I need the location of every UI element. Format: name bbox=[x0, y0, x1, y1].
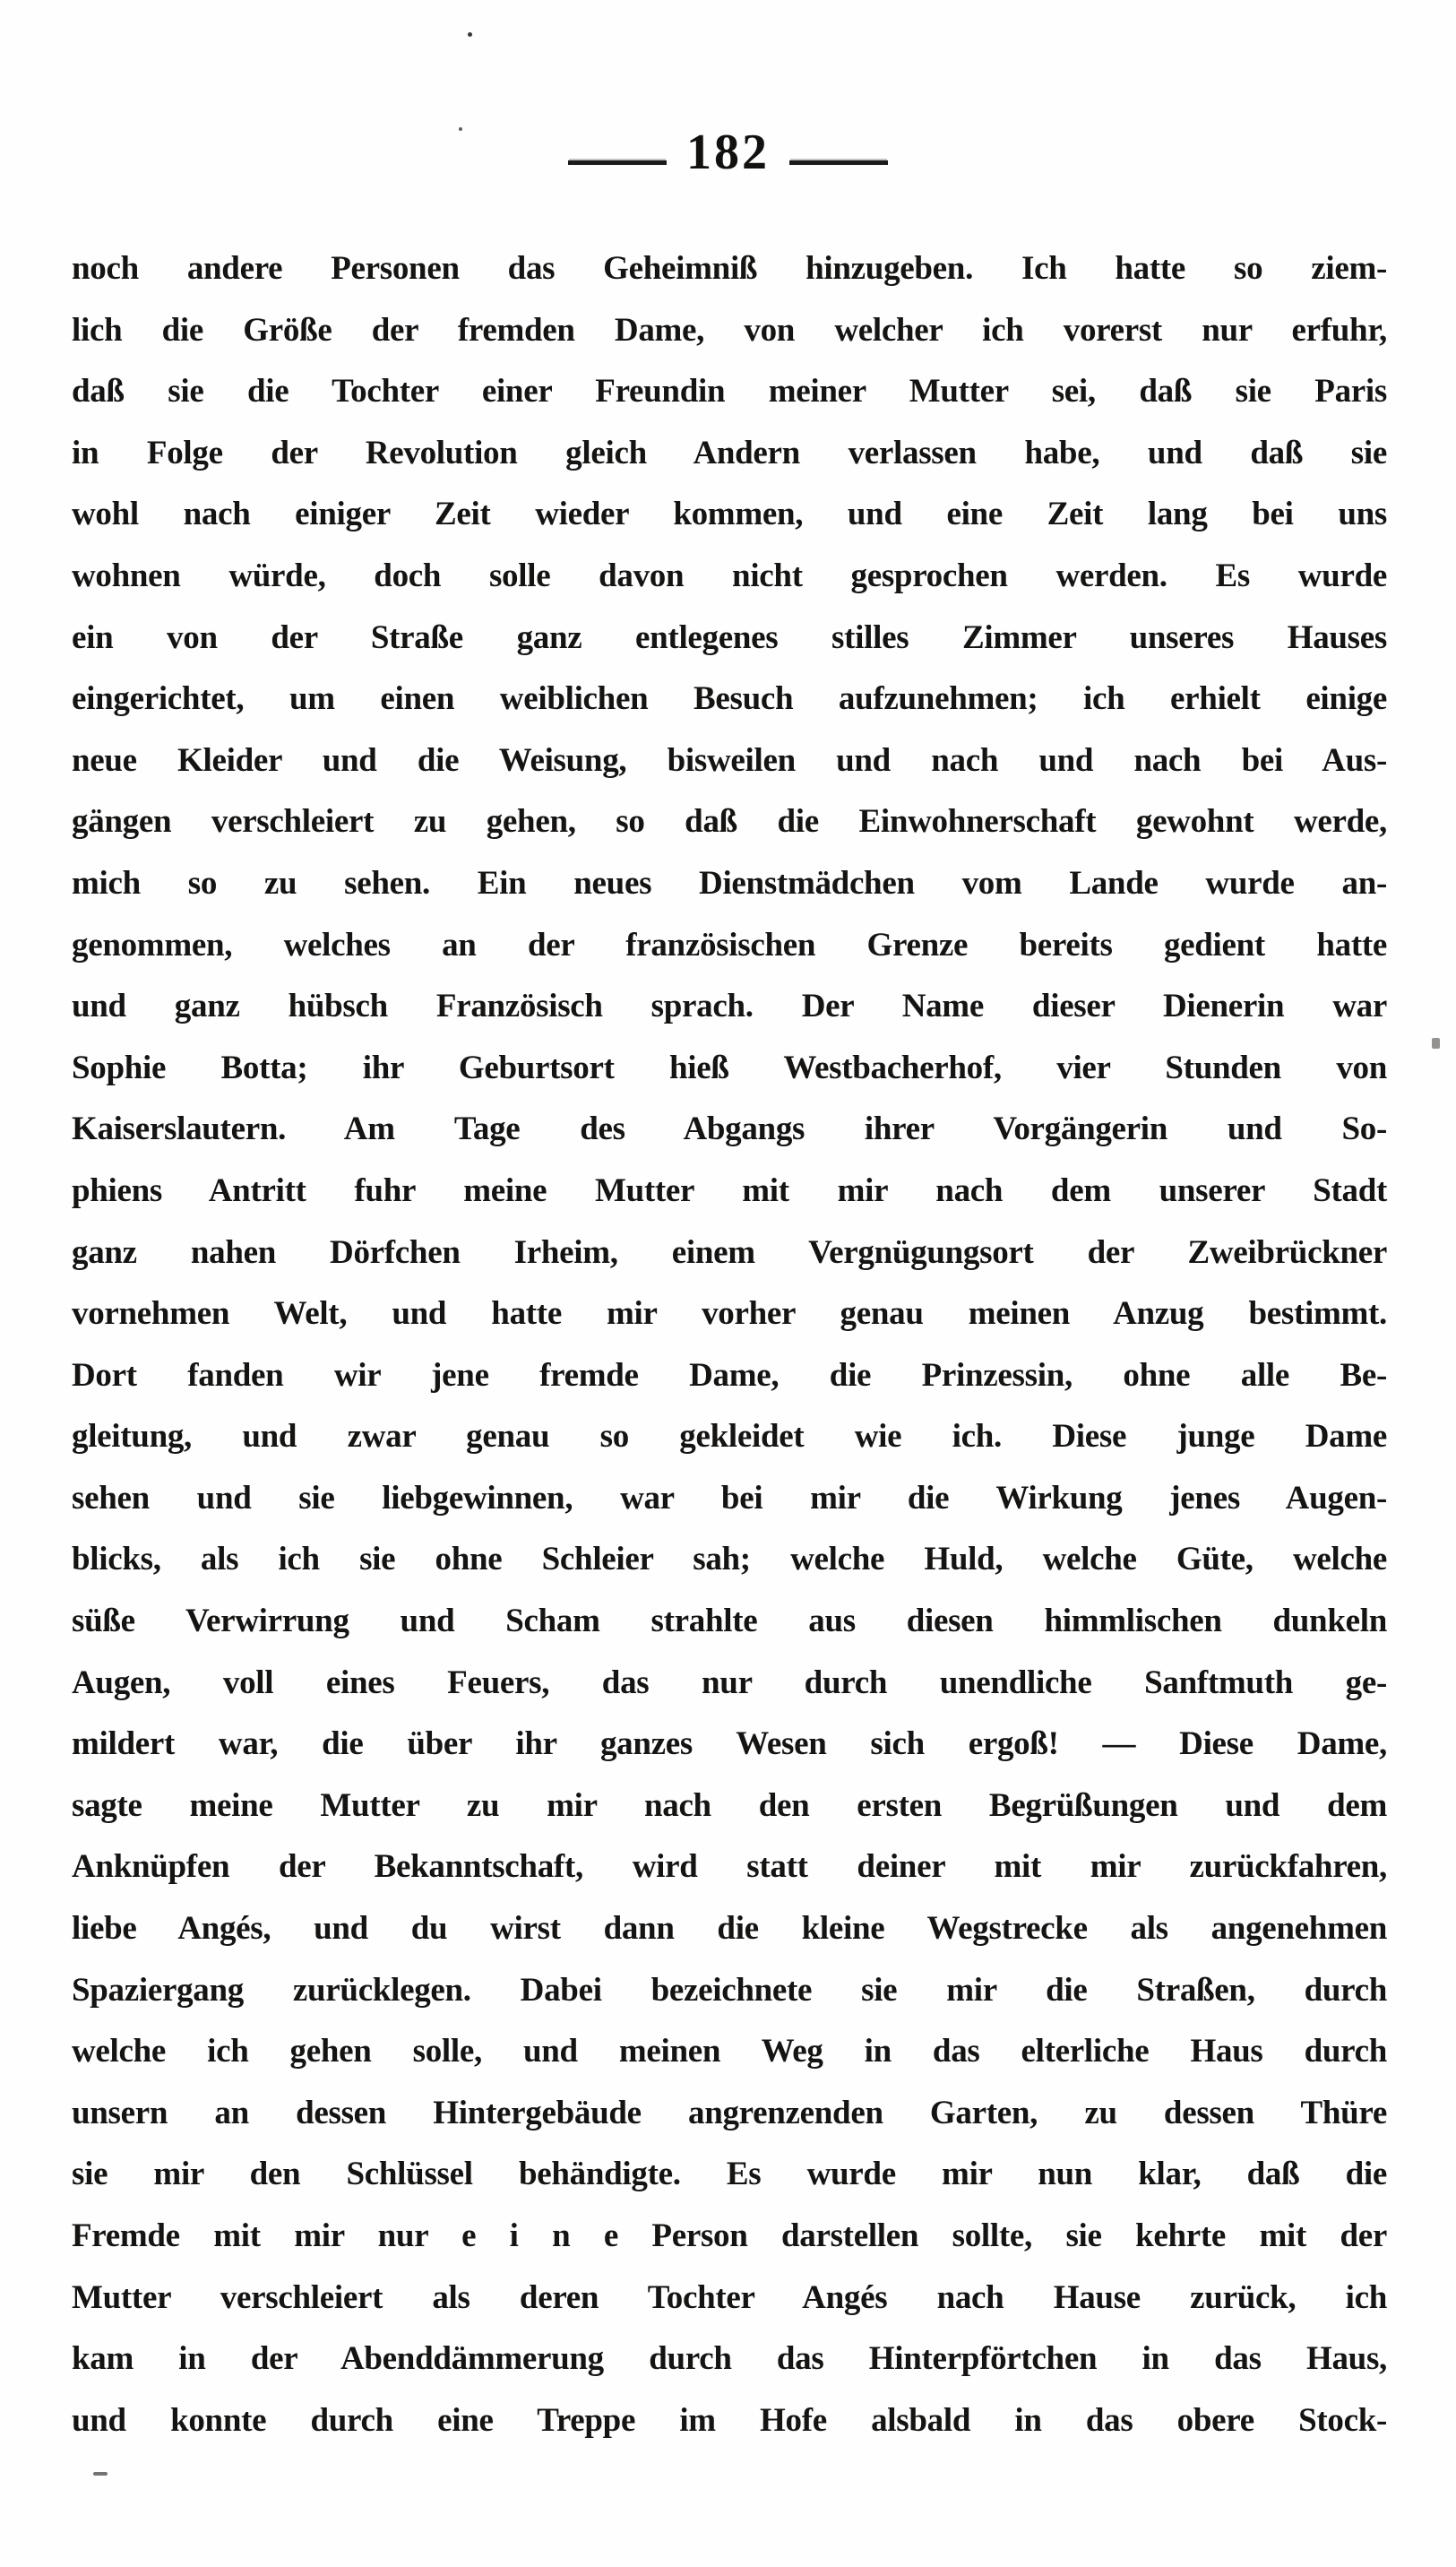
text-line: und ganz hübsch Französisch sprach. Der Name dieser Dienerin war bbox=[72, 988, 1387, 1025]
text-line: Kaiserslautern. Am Tage des Abgangs ihrer Vorgängerin und So- bbox=[72, 1111, 1387, 1148]
text-line: sagte meine Mutter zu mir nach den ersten Begrüßungen und dem bbox=[72, 1786, 1387, 1824]
text-line: welche ich gehen solle, und meinen Weg in das elterliche Haus durch bbox=[72, 2033, 1387, 2070]
header-rule-right bbox=[789, 160, 888, 165]
text-line: kam in der Abenddämmerung durch das Hinterpförtchen in das Haus, bbox=[72, 2340, 1387, 2378]
body-text-block bbox=[72, 238, 1387, 2451]
text-line: sie mir den Schlüssel behändigte. Es wurde mir nun klar, daß die bbox=[72, 2156, 1387, 2193]
text-line: sehen und sie liebgewinnen, war bei mir die Wirkung jenes Augen- bbox=[72, 1479, 1387, 1517]
text-line: liebe Angés, und du wirst dann die kleine Wegstrecke als angenehmen bbox=[72, 1910, 1387, 1948]
text-line: ein von der Straße ganz entlegenes stilles Zimmer unseres Hauses bbox=[72, 618, 1387, 656]
text-line: noch andere Personen das Geheimniß hinzugeben. Ich hatte so ziem- bbox=[72, 250, 1387, 287]
text-line: Mutter verschleiert als deren Tochter Angés nach Hause zurück, ich bbox=[72, 2278, 1387, 2316]
text-line: süße Verwirrung und Scham strahlte aus diesen himmlischen dunkeln bbox=[72, 1603, 1387, 1640]
page-header bbox=[0, 124, 1456, 181]
text-line: Fremde mit mir nur e i n e Person darstellen sollte, sie kehrte mit der bbox=[72, 2217, 1387, 2254]
text-line: Spaziergang zurücklegen. Dabei bezeichnete sie mir die Straßen, durch bbox=[72, 1971, 1387, 2009]
scan-speck bbox=[93, 2472, 108, 2476]
scan-speck bbox=[468, 32, 472, 37]
text-line: phiens Antritt fuhr meine Mutter mit mir nach dem unserer Stadt bbox=[72, 1171, 1387, 1209]
text-line: genommen, welches an der französischen Grenze bereits gedient hatte bbox=[72, 926, 1387, 964]
text-line: wohnen würde, doch solle davon nicht gesprochen werden. Es wurde bbox=[72, 557, 1387, 594]
text-line: gleitung, und zwar genau so gekleidet wie ich. Diese junge Dame bbox=[72, 1418, 1387, 1456]
text-line: ganz nahen Dörfchen Irheim, einem Vergnügungsort der Zweibrückner bbox=[72, 1233, 1387, 1271]
text-line: wohl nach einiger Zeit wieder kommen, und eine Zeit lang bei uns bbox=[72, 496, 1387, 533]
text-line: gängen verschleiert zu gehen, so daß die Einwohnerschaft gewohnt werde, bbox=[72, 803, 1387, 841]
scan-speck bbox=[459, 127, 462, 131]
text-line: Dort fanden wir jene fremde Dame, die Prinzessin, ohne alle Be- bbox=[72, 1356, 1387, 1394]
text-line: in Folge der Revolution gleich Andern verlassen habe, und daß sie bbox=[72, 434, 1387, 471]
text-line: blicks, als ich sie ohne Schleier sah; welche Huld, welche Güte, welche bbox=[72, 1541, 1387, 1578]
text-line: unsern an dessen Hintergebäude angrenzenden Garten, zu dessen Thüre bbox=[72, 2094, 1387, 2131]
text-line: Anknüpfen der Bekanntschaft, wird statt deiner mit mir zurückfahren, bbox=[72, 1848, 1387, 1886]
text-line: vornehmen Welt, und hatte mir vorher genau meinen Anzug bestimmt. bbox=[72, 1295, 1387, 1333]
text-line: eingerichtet, um einen weiblichen Besuch aufzunehmen; ich erhielt einige bbox=[72, 680, 1387, 718]
header-rule-left bbox=[568, 160, 667, 165]
page-number: 182 bbox=[686, 125, 770, 180]
text-line: Sophie Botta; ihr Geburtsort hieß Westbacherhof, vier Stunden von bbox=[72, 1049, 1387, 1086]
text-line: mildert war, die über ihr ganzes Wesen sich ergoß! — Diese Dame, bbox=[72, 1725, 1387, 1763]
text-line: Augen, voll eines Feuers, das nur durch unendliche Sanftmuth ge- bbox=[72, 1664, 1387, 1701]
text-line: und konnte durch eine Treppe im Hofe alsbald in das obere Stock- bbox=[72, 2401, 1387, 2439]
text-line: neue Kleider und die Weisung, bisweilen und nach und nach bei Aus- bbox=[72, 741, 1387, 779]
text-line: lich die Größe der fremden Dame, von welcher ich vorerst nur erfuhr, bbox=[72, 311, 1387, 349]
text-line: daß sie die Tochter einer Freundin meiner Mutter sei, daß sie Paris bbox=[72, 373, 1387, 411]
scan-speck bbox=[1432, 1038, 1440, 1049]
text-line: mich so zu sehen. Ein neues Dienstmädchen vom Lande wurde an- bbox=[72, 864, 1387, 902]
